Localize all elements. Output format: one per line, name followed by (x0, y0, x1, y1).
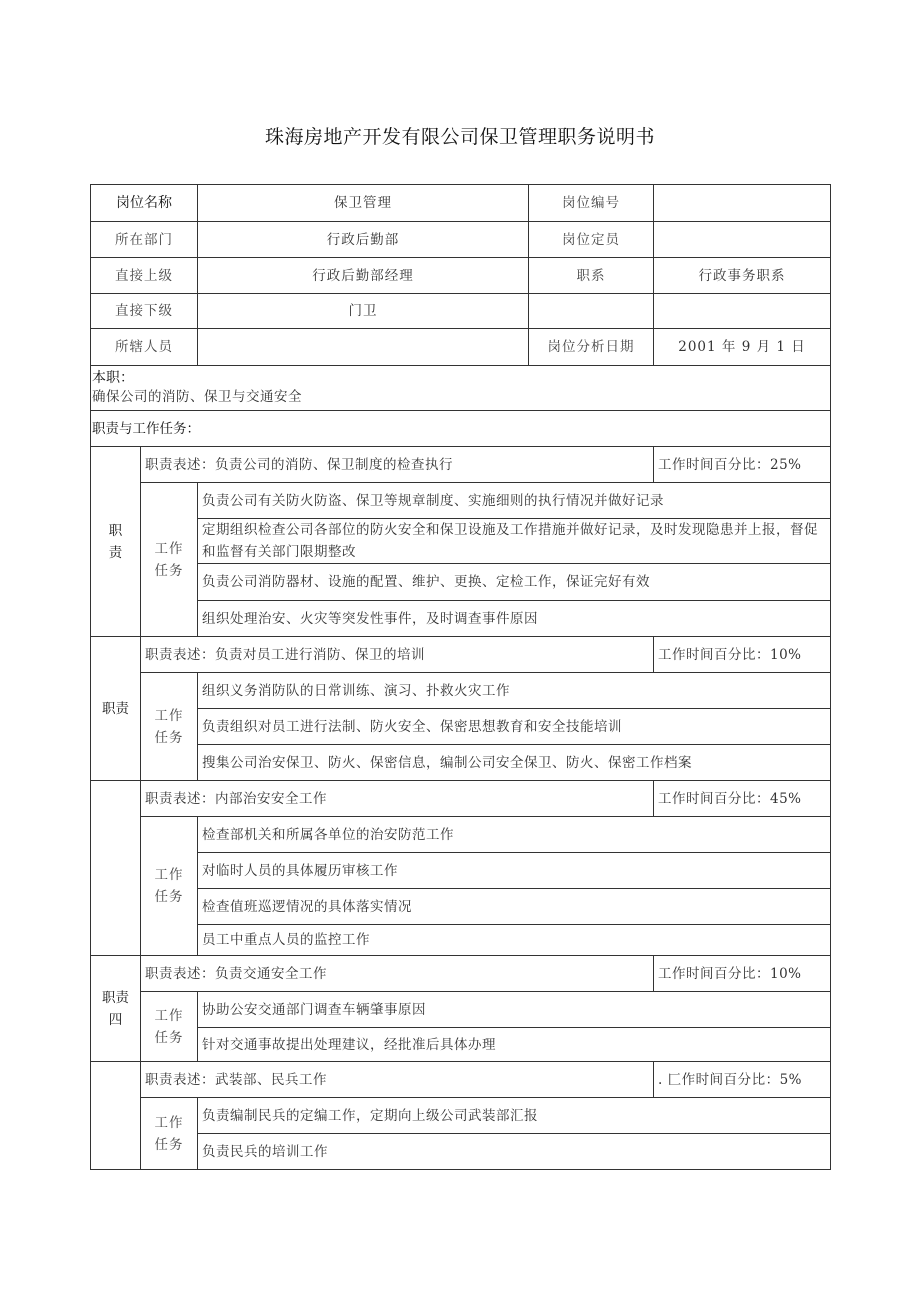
duty-5-task-row (91, 1098, 831, 1134)
task-item: 检查值班巡逻情况的具体落实情况 (198, 889, 831, 925)
row-department (91, 222, 831, 258)
duty-2-description-row (91, 637, 831, 673)
duty-5-description-row (91, 1062, 831, 1098)
duty-1-description-row (91, 447, 831, 483)
analysis-date-value: 2001 年 9 月 1 日 (654, 329, 831, 366)
duty-4-task-label (141, 992, 198, 1062)
duty-3-task-row (91, 925, 831, 956)
duty-3-task-row (91, 853, 831, 889)
task-label-line: 任务 (154, 889, 184, 905)
task-item: 检查部机关和所属各单位的治安防范工作 (198, 817, 831, 853)
row-duties-heading (91, 411, 831, 447)
task-item: 负责编制民兵的定编工作，定期向上级公司武装部汇报 (198, 1098, 831, 1134)
duty-1-time-share: 工作时间百分比：25% (654, 447, 831, 483)
task-label-line: 工作 (154, 540, 184, 557)
duty-4-time-share: 工作时间百分比：10% (654, 956, 831, 992)
duty-4-description: 职责表述：负责交通安全工作 (141, 956, 654, 992)
duty-2-task-row (91, 673, 831, 709)
department-label: 所在部门 (91, 222, 198, 258)
duty-2-task-label (141, 673, 198, 781)
subordinate-value: 门卫 (198, 294, 529, 329)
duty-4-task-row (91, 1028, 831, 1062)
duty-4-name (91, 956, 141, 1062)
task-item: 组织处理治安、火灾等突发性事件，及时调查事件原因 (198, 601, 831, 637)
task-item: 组织义务消防队的日常训练、演习、扑救火灾工作 (198, 673, 831, 709)
document-title: 珠海房地产开发有限公司保卫管理职务说明书 (264, 126, 655, 148)
duty-name-line: 职责 (102, 700, 129, 717)
task-item: 针对交通事故提出处理建议，经批准后具体办理 (198, 1028, 831, 1062)
summary-label: 本职： (92, 370, 134, 386)
duty-name-line: 四 (108, 1011, 123, 1028)
duty-3-task-row (91, 889, 831, 925)
summary-text: 确保公司的消防、保卫与交通安全 (92, 389, 302, 405)
series-value: 行政事务职系 (654, 258, 831, 294)
duty-2-name (91, 637, 141, 781)
duty-2-task-row (91, 709, 831, 745)
task-label-line: 工作 (154, 1114, 184, 1131)
task-item: 定期组织检查公司各部位的防火安全和保卫设施及工作措施并做好记录，及时发现隐患并上报，督促和监督有关部门限期整改 (198, 519, 831, 564)
task-item: 负责公司有关防火防盗、保卫等规章制度、实施细则的执行情况并做好记录 (198, 483, 831, 519)
job-description-table (90, 184, 831, 1170)
task-item: 负责组织对员工进行法制、防火安全、保密思想教育和安全技能培训 (198, 709, 831, 745)
position-name-label: 岗位名称 (91, 185, 198, 222)
subordinate-label: 直接下级 (91, 294, 198, 329)
duty-1-task-row (91, 483, 831, 519)
duty-3-name (91, 781, 141, 956)
empty-cell (654, 294, 831, 329)
duty-5-task-row (91, 1134, 831, 1170)
analysis-date-label: 岗位分析日期 (529, 329, 654, 366)
duty-3-time-share: 工作时间百分比：45% (654, 781, 831, 817)
row-subordinate (91, 294, 831, 329)
duty-5-description: 职责表述：武装部、民兵工作 (141, 1062, 654, 1098)
duty-3-task-label (141, 817, 198, 956)
position-no-value (654, 185, 831, 222)
position-no-label: 岗位编号 (529, 185, 654, 222)
headcount-label: 岗位定员 (529, 222, 654, 258)
duties-heading: 职责与工作任务： (91, 411, 831, 447)
task-label-line: 任务 (154, 562, 184, 579)
duty-4-description-row (91, 956, 831, 992)
task-label-line: 工作 (154, 1007, 184, 1024)
department-value: 行政后勤部 (198, 222, 529, 258)
task-label-line: 工作 (154, 707, 184, 724)
duty-name-line: 责 (108, 544, 123, 561)
duty-1-name (91, 447, 141, 637)
duty-1-description: 职责表述：负责公司的消防、保卫制度的检查执行 (141, 447, 654, 483)
task-item: 协助公安交通部门调查车辆肇事原因 (198, 992, 831, 1028)
duty-2-time-share: 工作时间百分比：10% (654, 637, 831, 673)
staff-value (198, 329, 529, 366)
task-item: 员工中重点人员的监控工作 (198, 925, 831, 956)
task-item: 负责公司消防器材、设施的配置、维护、更换、定检工作，保证完好有效 (198, 564, 831, 601)
duty-1-task-row (91, 564, 831, 601)
duty-2-description: 职责表述：负责对员工进行消防、保卫的培训 (141, 637, 654, 673)
duty-3-task-row (91, 817, 831, 853)
series-label: 职系 (529, 258, 654, 294)
task-item: 对临时人员的具体履历审核工作 (198, 853, 831, 889)
task-label-line: 任务 (154, 1029, 184, 1046)
duty-2-task-row (91, 745, 831, 781)
task-label-line: 任务 (154, 729, 184, 746)
duty-name-line: 职责 (102, 989, 129, 1006)
superior-value: 行政后勤部经理 (198, 258, 529, 294)
row-position-name (91, 185, 831, 222)
task-label-line: 工作 (154, 867, 184, 883)
duty-4-task-row (91, 992, 831, 1028)
task-item: 搜集公司治安保卫、防火、保密信息，编制公司安全保卫、防火、保密工作档案 (198, 745, 831, 781)
row-superior (91, 258, 831, 294)
duty-5-time-share: . 匚作时间百分比：5% (654, 1062, 831, 1098)
empty-cell (529, 294, 654, 329)
task-label-line: 任务 (154, 1136, 184, 1153)
duty-name-line: 职 (108, 522, 123, 539)
headcount-value (654, 222, 831, 258)
duty-5-task-label (141, 1098, 198, 1170)
position-name-value: 保卫管理 (198, 185, 529, 222)
duty-1-task-label (141, 483, 198, 637)
row-summary (91, 366, 831, 411)
duty-3-description: 职责表述：内部治安安全工作 (141, 781, 654, 817)
duty-3-description-row (91, 781, 831, 817)
staff-label: 所辖人员 (91, 329, 198, 366)
duty-1-task-row (91, 601, 831, 637)
superior-label: 直接上级 (91, 258, 198, 294)
duty-5-name (91, 1062, 141, 1170)
row-staff (91, 329, 831, 366)
task-item: 负责民兵的培训工作 (198, 1134, 831, 1170)
summary-cell (91, 366, 831, 411)
duty-1-task-row (91, 519, 831, 564)
